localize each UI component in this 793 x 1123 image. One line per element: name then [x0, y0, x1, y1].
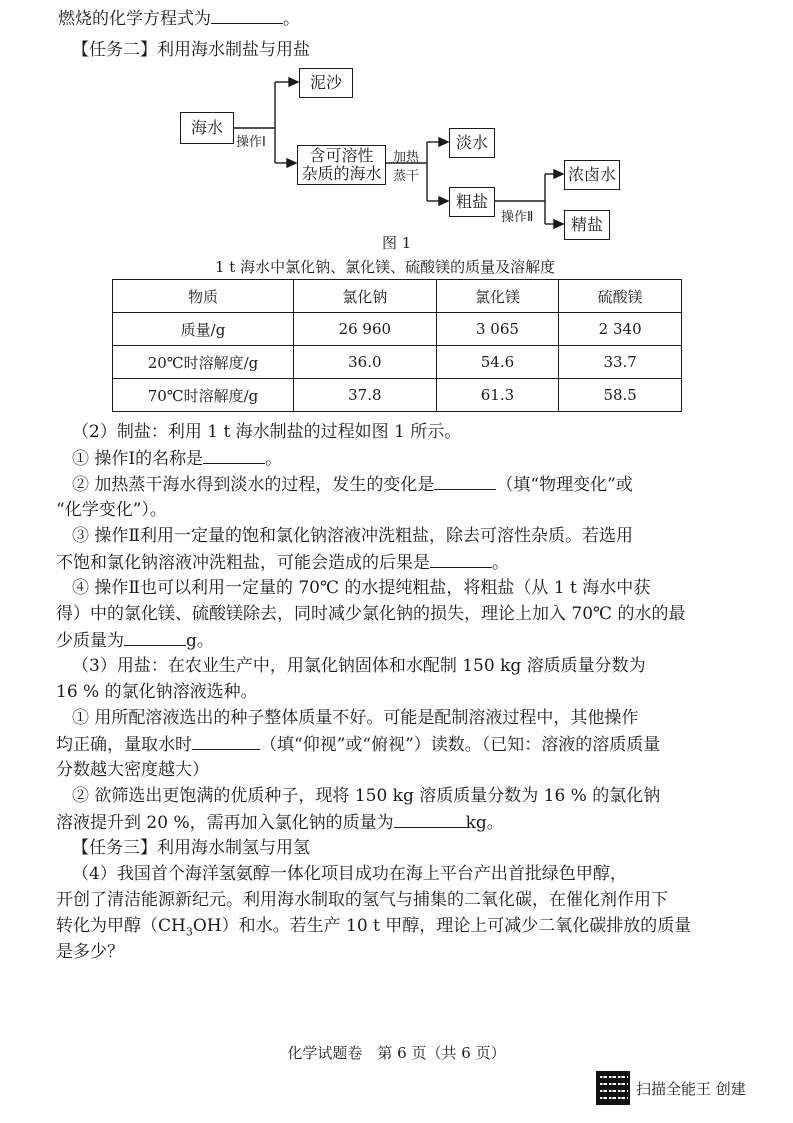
table-header: 氯化镁: [436, 280, 559, 313]
table-cell: 2 340: [559, 313, 682, 346]
table-header: 硫酸镁: [559, 280, 682, 313]
q3-sub1-note: 分数越大密度越大）: [56, 760, 209, 780]
scanner-label: 扫描全能王 创建: [636, 1079, 746, 1098]
q2-sub4-cont1: 得）中的氯化镁、硫酸镁除去，同时减少氯化钠的损失，理论上加入 70℃ 的水的最: [56, 604, 686, 624]
table-row: [113, 379, 682, 412]
box-sand: 泥沙: [299, 68, 353, 98]
q3-sub1: ① 用所配溶液选出的种子整体质量不好。可能是配制溶液过程中，其他操作: [72, 708, 639, 728]
q2-sub1: ① 操作Ⅰ的名称是 。: [72, 446, 282, 471]
answer-blank-q3-1[interactable]: [192, 732, 260, 750]
q4-line4: 是多少？: [56, 942, 124, 962]
table-cell: 26 960: [294, 313, 437, 346]
table-cell: 61.3: [436, 379, 559, 412]
q4-line3: 转化为甲醇$(CH_3OH)$和水。若生产 10 t 甲醇，理论上可减少二氧化碳排放的质量: [56, 916, 692, 939]
answer-blank-q2-1[interactable]: [203, 446, 265, 464]
table-cell: 70℃时溶解度/g: [113, 379, 294, 412]
solubility-table: [112, 279, 682, 412]
q3-sub2: ② 欲筛选出更饱满的优质种子，现将 150 kg 溶质质量分数为 16 % 的氯化钠: [72, 786, 661, 806]
table-cell: 20℃时溶解度/g: [113, 346, 294, 379]
table-row: [113, 313, 682, 346]
table-header: 氯化钠: [294, 280, 437, 313]
table-cell: 33.7: [559, 346, 682, 379]
box-fine-salt: 精盐: [564, 210, 610, 240]
table-row: [113, 346, 682, 379]
q2-intro: （2）制盐：利用 1 t 海水制盐的过程如图 1 所示。: [72, 422, 462, 442]
task3-heading: 【任务三】利用海水制氢与用氢: [72, 838, 310, 858]
intro-line: 燃烧的化学方程式为 。: [58, 6, 300, 31]
intro-text: 燃烧的化学方程式为: [58, 9, 211, 29]
box-brine: 浓卤水: [564, 160, 620, 190]
q2-sub2-cont: “化学变化”）。: [56, 500, 167, 520]
table-cell: 54.6: [436, 346, 559, 379]
q3-sub1-cont: 均正确，量取水时 （填“仰视”或“俯视”）读数。（已知：溶液的溶质质量: [56, 732, 660, 757]
answer-blank-q2-4[interactable]: [124, 628, 186, 646]
task2-heading: 【任务二】利用海水制盐与用盐: [72, 40, 310, 60]
q2-sub3-cont: 不饱和氯化钠溶液冲洗粗盐，可能会造成的后果是 。: [56, 550, 509, 575]
figure-caption: 图 1: [382, 234, 412, 252]
table-cell: 3 065: [436, 313, 559, 346]
q2-sub4-cont2: 少质量为 g。: [56, 628, 214, 653]
q2-sub4: ④ 操作Ⅱ也可以利用一定量的 70℃ 的水提纯粗盐，将粗盐（从 1 t 海水中获: [72, 578, 651, 598]
box-soluble-seawater: 含可溶性 杂质的海水: [297, 145, 386, 185]
qr-code-icon: [596, 1071, 630, 1105]
table-cell: 36.0: [294, 346, 437, 379]
label-evaporate: 蒸干: [393, 169, 420, 184]
answer-blank-q2-2[interactable]: [434, 472, 496, 490]
q2-sub3: ③ 操作Ⅱ利用一定量的饱和氯化钠溶液冲洗粗盐，除去可溶性杂质。若选用: [72, 526, 633, 546]
box-seawater: 海水: [180, 112, 234, 144]
table-cell: 58.5: [559, 379, 682, 412]
q3-intro: （3）用盐：在农业生产中，用氯化钠固体和水配制 150 kg 溶质质量分数为: [72, 656, 646, 676]
table-header-row: [113, 280, 682, 313]
answer-blank-q2-3[interactable]: [430, 550, 492, 568]
q3-sub2-cont: 溶液提升到 20 %，需再加入氯化钠的质量为 kg。: [56, 810, 504, 835]
label-operation-2: 操作Ⅱ: [501, 210, 534, 225]
table-header: 物质: [113, 280, 294, 313]
label-operation-1: 操作Ⅰ: [236, 135, 266, 150]
answer-blank-q3-2[interactable]: [394, 810, 466, 828]
page-footer: 化学试题卷 第 6 页（共 6 页）: [287, 1044, 506, 1062]
box-fresh-water: 淡水: [449, 128, 495, 158]
q4-line2: 开创了清洁能源新纪元。利用海水制取的氢气与捕集的二氧化碳，在催化剂作用下: [56, 890, 668, 910]
label-heat: 加热: [393, 150, 420, 165]
table-cell: 37.8: [294, 379, 437, 412]
box-crude-salt: 粗盐: [449, 187, 495, 217]
scanner-watermark: [596, 1071, 746, 1105]
flow-connectors: [0, 0, 793, 260]
table-caption: 1 t 海水中氯化钠、氯化镁、硫酸镁的质量及溶解度: [215, 258, 556, 276]
q4-line1: （4）我国首个海洋氢氨醇一体化项目成功在海上平台产出首批绿色甲醇，: [72, 864, 627, 884]
q2-sub2: ② 加热蒸干海水得到淡水的过程，发生的变化是 （填“物理变化”或: [72, 472, 633, 497]
q3-intro-cont: 16 % 的氯化钠溶液选种。: [56, 682, 258, 702]
table-cell: 质量/g: [113, 313, 294, 346]
